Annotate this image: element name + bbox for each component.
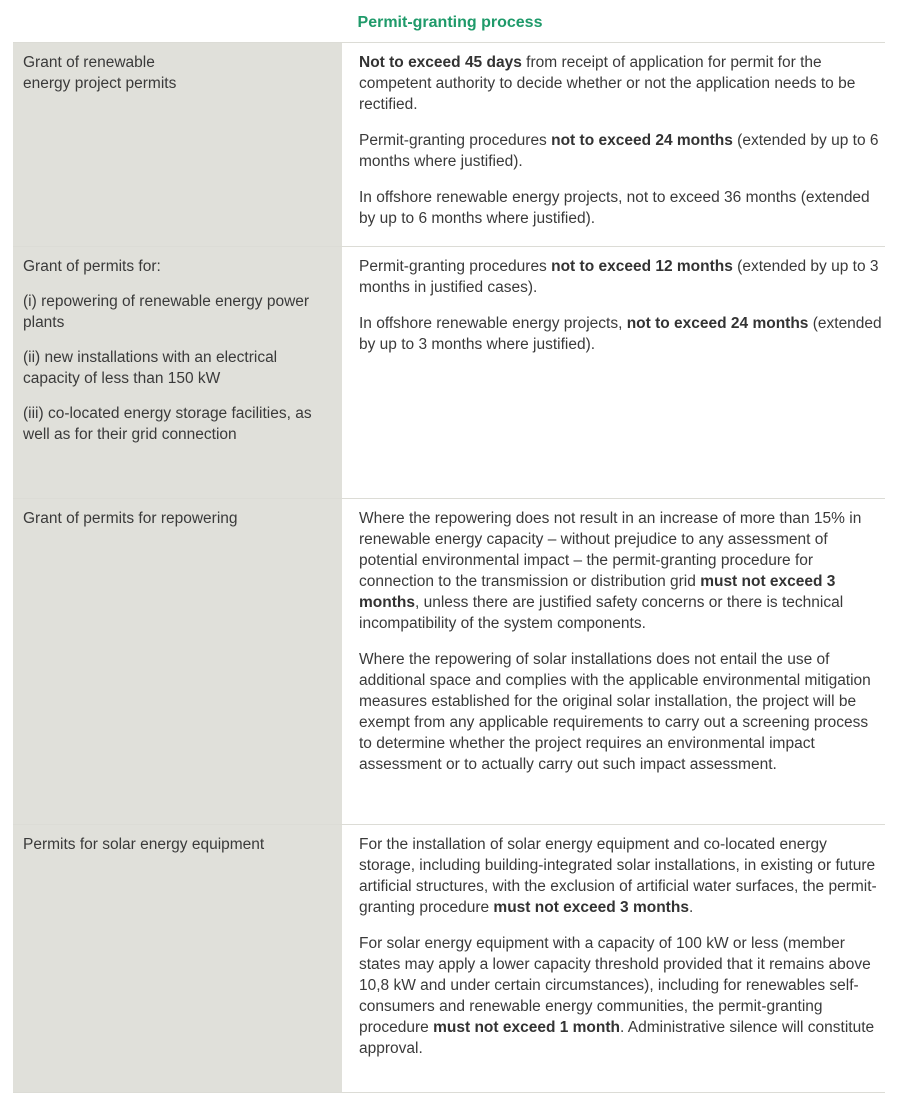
content-paragraph (359, 187, 885, 229)
row-label-line: (ii) new installations with an electrical capacity of less than 150 kW (23, 349, 278, 387)
emphasis-text: not to exceed 24 months (551, 132, 733, 149)
body-text: Permit-granting procedures (359, 258, 552, 275)
body-text: , unless there are justified safety concerns or there is technical incompatibility of the system components. (359, 594, 844, 632)
content-paragraph (359, 52, 885, 115)
row-label-cell (13, 43, 342, 247)
table-row (13, 43, 885, 247)
content-paragraph (359, 508, 885, 634)
emphasis-text: must not exceed 3 months (359, 573, 836, 611)
body-text: (extended by up to 3 months where justified). (359, 315, 882, 353)
body-text: . Administrative silence will constitute approval. (359, 1019, 875, 1057)
content-paragraph (359, 256, 885, 298)
row-label-line: Grant of renewable energy project permits (23, 54, 177, 92)
emphasis-text: not to exceed 24 months (626, 315, 809, 332)
row-label-cell (13, 499, 342, 825)
table-row (13, 247, 885, 499)
body-text: Where the repowering does not result in an increase of more than 15% in renewable energy capacity – without prejudice to any assessment of potential environmental impact – the permit-granting procedure for connection to the transmission or distribution grid (359, 510, 862, 590)
row-label-line: Permits for solar energy equipment (23, 836, 265, 853)
row-label-cell (13, 825, 342, 1093)
row-label-line: Grant of permits for: (23, 258, 161, 275)
body-text: from receipt of application for permit for the competent authority to decide whether or not the application needs to be rectified. (359, 54, 856, 113)
permit-table-body (13, 43, 885, 1093)
content-paragraph (359, 933, 885, 1059)
body-text: Where the repowering of solar installations does not entail the use of additional space and complies with the applicable environmental mitigation measures established for the original solar installation, the project will be exempt from any applicable requirements to carry out a screening process to determine whether the project requires an environmental impact assessment or to actually carry out such impact assessment. (359, 651, 871, 773)
body-text: For the installation of solar energy equipment and co-located energy storage, including building-integrated solar installations, in existing or future artificial structures, with the exclusion of artificial water surfaces, the permit-granting procedure (359, 836, 877, 916)
row-content-cell (342, 825, 885, 1093)
row-label-cell (13, 247, 342, 499)
row-content-cell (342, 499, 885, 825)
table-row (13, 499, 885, 825)
table-row (13, 825, 885, 1093)
row-label-line: (iii) co-located energy storage facilities, as well as for their grid connection (23, 405, 312, 443)
emphasis-text: must not exceed 3 months (493, 899, 689, 916)
emphasis-text: Not to exceed 45 days (359, 54, 522, 71)
row-content-cell (342, 247, 885, 499)
emphasis-text: not to exceed 12 months (551, 258, 733, 275)
emphasis-text: must not exceed 1 month (433, 1019, 621, 1036)
permit-table (13, 42, 885, 1093)
row-content-cell (342, 43, 885, 247)
content-paragraph (359, 313, 885, 355)
body-text: For solar energy equipment with a capacity of 100 kW or less (member states may apply a lower capacity threshold provided that it remains above 10,8 kW and under certain circumstances), including for renewables self-consumers and renewable energy communities, the permit-granting procedure (359, 935, 871, 1036)
body-text: (extended by up to 6 months where justified). (359, 132, 879, 170)
row-label-line: Grant of permits for repowering (23, 510, 238, 527)
content-paragraph (359, 649, 885, 775)
body-text: In offshore renewable energy projects, not to exceed 36 months (extended by up to 6 months where justified). (359, 189, 870, 227)
body-text: . (688, 899, 694, 916)
content-paragraph (359, 130, 885, 172)
page-title: Permit-granting process (357, 14, 543, 31)
body-text: In offshore renewable energy projects, (359, 315, 627, 332)
body-text: (extended by up to 3 months in justified cases). (359, 258, 879, 296)
body-text: Permit-granting procedures (359, 132, 552, 149)
row-label-line: (i) repowering of renewable energy power plants (23, 293, 310, 331)
content-paragraph (359, 834, 885, 918)
